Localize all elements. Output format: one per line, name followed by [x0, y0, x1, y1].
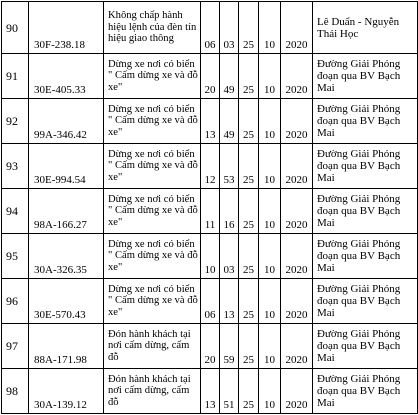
row-number: 92: [2, 99, 29, 144]
location: Đường Giải Phóng đoạn qua BV Bạch Mai: [313, 144, 418, 189]
row-number: 93: [2, 144, 29, 189]
table-row: [2, 279, 418, 324]
day: 25: [239, 99, 259, 144]
license-plate: 30F-238.18: [29, 2, 104, 54]
year: 2020: [281, 99, 313, 144]
table-row: [2, 369, 418, 414]
row-number: 97: [2, 324, 29, 369]
hour: 11: [201, 189, 220, 234]
minute: 53: [220, 144, 239, 189]
year: 2020: [281, 144, 313, 189]
violation-description: Dừng xe nơi có biển " Cấm dừng xe và đỗ xe": [104, 144, 201, 189]
license-plate: 30A-326.35: [29, 234, 104, 279]
minute: 03: [220, 2, 239, 54]
table-row: [2, 144, 418, 189]
violation-description: Đón hành khách tại nơi cấm dừng, cấm đỗ: [104, 369, 201, 414]
license-plate: 99A-346.42: [29, 99, 104, 144]
minute: 13: [220, 279, 239, 324]
year: 2020: [281, 324, 313, 369]
day: 25: [239, 234, 259, 279]
hour: 06: [201, 279, 220, 324]
row-number: 91: [2, 54, 29, 99]
table-row: [2, 189, 418, 234]
minute: 59: [220, 324, 239, 369]
violation-description: Đón hành khách tại nơi cấm dừng, cấm đỗ: [104, 324, 201, 369]
year: 2020: [281, 369, 313, 414]
month: 10: [259, 99, 281, 144]
year: 2020: [281, 54, 313, 99]
table-row: [2, 234, 418, 279]
day: 25: [239, 324, 259, 369]
minute: 51: [220, 369, 239, 414]
month: 10: [259, 2, 281, 54]
month: 10: [259, 279, 281, 324]
hour: 06: [201, 2, 220, 54]
day: 25: [239, 144, 259, 189]
license-plate: 30A-139.12: [29, 369, 104, 414]
day: 25: [239, 2, 259, 54]
violation-description: Dừng xe nơi có biển " Cấm dừng xe và đỗ xe": [104, 54, 201, 99]
hour: 12: [201, 144, 220, 189]
minute: 49: [220, 99, 239, 144]
location: Đường Giải Phóng đoạn qua BV Bạch Mai: [313, 279, 418, 324]
row-number: 98: [2, 369, 29, 414]
hour: 13: [201, 99, 220, 144]
location: Đường Giải Phóng đoạn qua BV Bạch Mai: [313, 99, 418, 144]
hour: 10: [201, 234, 220, 279]
month: 10: [259, 369, 281, 414]
month: 10: [259, 234, 281, 279]
location: Đường Giải Phóng đoạn qua BV Bạch Mai: [313, 189, 418, 234]
row-number: 95: [2, 234, 29, 279]
license-plate: 88A-171.98: [29, 324, 104, 369]
violation-description: Dừng xe nơi có biển " Cấm dừng xe và đỗ xe": [104, 189, 201, 234]
violations-table: [1, 1, 418, 414]
violation-description: Dừng xe nơi có biển " Cấm dừng xe và đỗ xe": [104, 279, 201, 324]
location: Đường Giải Phóng đoạn qua BV Bạch Mai: [313, 234, 418, 279]
license-plate: 98A-166.27: [29, 189, 104, 234]
row-number: 94: [2, 189, 29, 234]
row-number: 90: [2, 2, 29, 54]
month: 10: [259, 144, 281, 189]
year: 2020: [281, 2, 313, 54]
month: 10: [259, 189, 281, 234]
location: Đường Giải Phóng đoạn qua BV Bạch Mai: [313, 324, 418, 369]
license-plate: 30E-994.54: [29, 144, 104, 189]
minute: 16: [220, 189, 239, 234]
day: 25: [239, 54, 259, 99]
row-number: 96: [2, 279, 29, 324]
table-row: [2, 324, 418, 369]
table-row: [2, 2, 418, 54]
month: 10: [259, 324, 281, 369]
hour: 20: [201, 54, 220, 99]
location: Đường Giải Phóng đoạn qua BV Bạch Mai: [313, 369, 418, 414]
day: 25: [239, 189, 259, 234]
table-row: [2, 54, 418, 99]
day: 25: [239, 369, 259, 414]
location: Đường Giải Phóng đoạn qua BV Bạch Mai: [313, 54, 418, 99]
minute: 03: [220, 234, 239, 279]
hour: 13: [201, 369, 220, 414]
table-row: [2, 99, 418, 144]
hour: 20: [201, 324, 220, 369]
license-plate: 30E-570.43: [29, 279, 104, 324]
month: 10: [259, 54, 281, 99]
location: Lê Duẩn - Nguyễn Thái Học: [313, 2, 418, 54]
violation-description: Dừng xe nơi có biển " Cấm dừng xe và đỗ xe": [104, 99, 201, 144]
year: 2020: [281, 279, 313, 324]
violation-description: Dừng xe nơi có biển " Cấm dừng xe và đỗ xe": [104, 234, 201, 279]
day: 25: [239, 279, 259, 324]
minute: 49: [220, 54, 239, 99]
year: 2020: [281, 234, 313, 279]
year: 2020: [281, 189, 313, 234]
violation-description: Không chấp hành hiệu lệnh của đèn tín hiệu giao thông: [104, 2, 201, 54]
license-plate: 30E-405.33: [29, 54, 104, 99]
